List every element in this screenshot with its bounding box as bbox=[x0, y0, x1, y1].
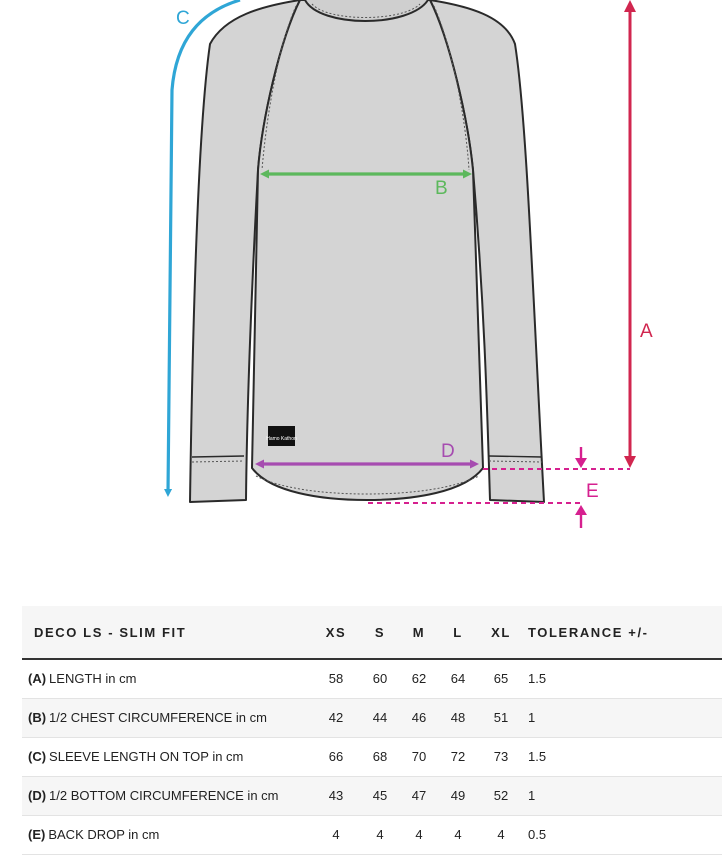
row-label bbox=[22, 737, 314, 776]
value-cell: 45 bbox=[358, 776, 402, 815]
table-title: DECO LS - SLIM FIT bbox=[22, 606, 314, 659]
row-label bbox=[22, 659, 314, 698]
measure-code: (C) bbox=[28, 749, 47, 764]
measure-a-label: A bbox=[640, 321, 653, 342]
row-label bbox=[22, 698, 314, 737]
tolerance-cell: 0.5 bbox=[522, 815, 722, 854]
value-cell: 42 bbox=[314, 698, 358, 737]
value-cell: 62 bbox=[402, 659, 436, 698]
value-cell: 72 bbox=[436, 737, 480, 776]
size-header-m: M bbox=[402, 606, 436, 659]
tolerance-cell: 1.5 bbox=[522, 659, 722, 698]
measure-code: (D) bbox=[28, 788, 47, 803]
value-cell: 58 bbox=[314, 659, 358, 698]
measure-c-label: C bbox=[176, 8, 190, 29]
measure-code: (E) bbox=[28, 827, 46, 842]
measure-name: 1/2 BOTTOM CIRCUMFERENCE in cm bbox=[49, 788, 279, 803]
size-header-l: L bbox=[436, 606, 480, 659]
brand-tag-text: Hamo Kathon bbox=[266, 436, 297, 442]
table-row bbox=[22, 698, 722, 737]
measure-a-arrow-bottom bbox=[624, 456, 636, 468]
size-header-xs: XS bbox=[314, 606, 358, 659]
measure-name: BACK DROP in cm bbox=[48, 827, 160, 842]
value-cell: 4 bbox=[436, 815, 480, 854]
table-row bbox=[22, 815, 722, 854]
tolerance-cell: 1 bbox=[522, 776, 722, 815]
value-cell: 60 bbox=[358, 659, 402, 698]
measure-b-label: B bbox=[435, 178, 448, 199]
size-header-xl: XL bbox=[480, 606, 522, 659]
garment-sweater bbox=[190, 0, 544, 502]
measure-a-arrow-top bbox=[624, 0, 636, 12]
value-cell: 4 bbox=[358, 815, 402, 854]
value-cell: 65 bbox=[480, 659, 522, 698]
value-cell: 47 bbox=[402, 776, 436, 815]
garment-body bbox=[252, 0, 483, 500]
measure-d-label: D bbox=[441, 441, 455, 462]
size-header-s: S bbox=[358, 606, 402, 659]
measure-name: SLEEVE LENGTH ON TOP in cm bbox=[49, 749, 244, 764]
size-chart-table bbox=[22, 606, 722, 855]
value-cell: 64 bbox=[436, 659, 480, 698]
value-cell: 49 bbox=[436, 776, 480, 815]
value-cell: 66 bbox=[314, 737, 358, 776]
row-label bbox=[22, 815, 314, 854]
table-row bbox=[22, 659, 722, 698]
value-cell: 70 bbox=[402, 737, 436, 776]
value-cell: 4 bbox=[480, 815, 522, 854]
measure-code: (B) bbox=[28, 710, 47, 725]
value-cell: 48 bbox=[436, 698, 480, 737]
value-cell: 4 bbox=[314, 815, 358, 854]
measure-name: 1/2 CHEST CIRCUMFERENCE in cm bbox=[49, 710, 267, 725]
value-cell: 68 bbox=[358, 737, 402, 776]
value-cell: 4 bbox=[402, 815, 436, 854]
tolerance-header: TOLERANCE +/- bbox=[522, 606, 722, 659]
row-label bbox=[22, 776, 314, 815]
table-row bbox=[22, 776, 722, 815]
measure-code: (A) bbox=[28, 671, 47, 687]
table-header-row bbox=[22, 606, 722, 659]
measure-e-arrow-bottom bbox=[575, 505, 587, 515]
measure-e-arrow-top bbox=[575, 458, 587, 468]
value-cell: 73 bbox=[480, 737, 522, 776]
value-cell: 44 bbox=[358, 698, 402, 737]
measure-name: LENGTH in cm bbox=[49, 671, 137, 687]
value-cell: 46 bbox=[402, 698, 436, 737]
tolerance-cell: 1.5 bbox=[522, 737, 722, 776]
value-cell: 52 bbox=[480, 776, 522, 815]
value-cell: 43 bbox=[314, 776, 358, 815]
value-cell: 51 bbox=[480, 698, 522, 737]
measure-e-label: E bbox=[586, 481, 599, 502]
table-row bbox=[22, 737, 722, 776]
tolerance-cell: 1 bbox=[522, 698, 722, 737]
